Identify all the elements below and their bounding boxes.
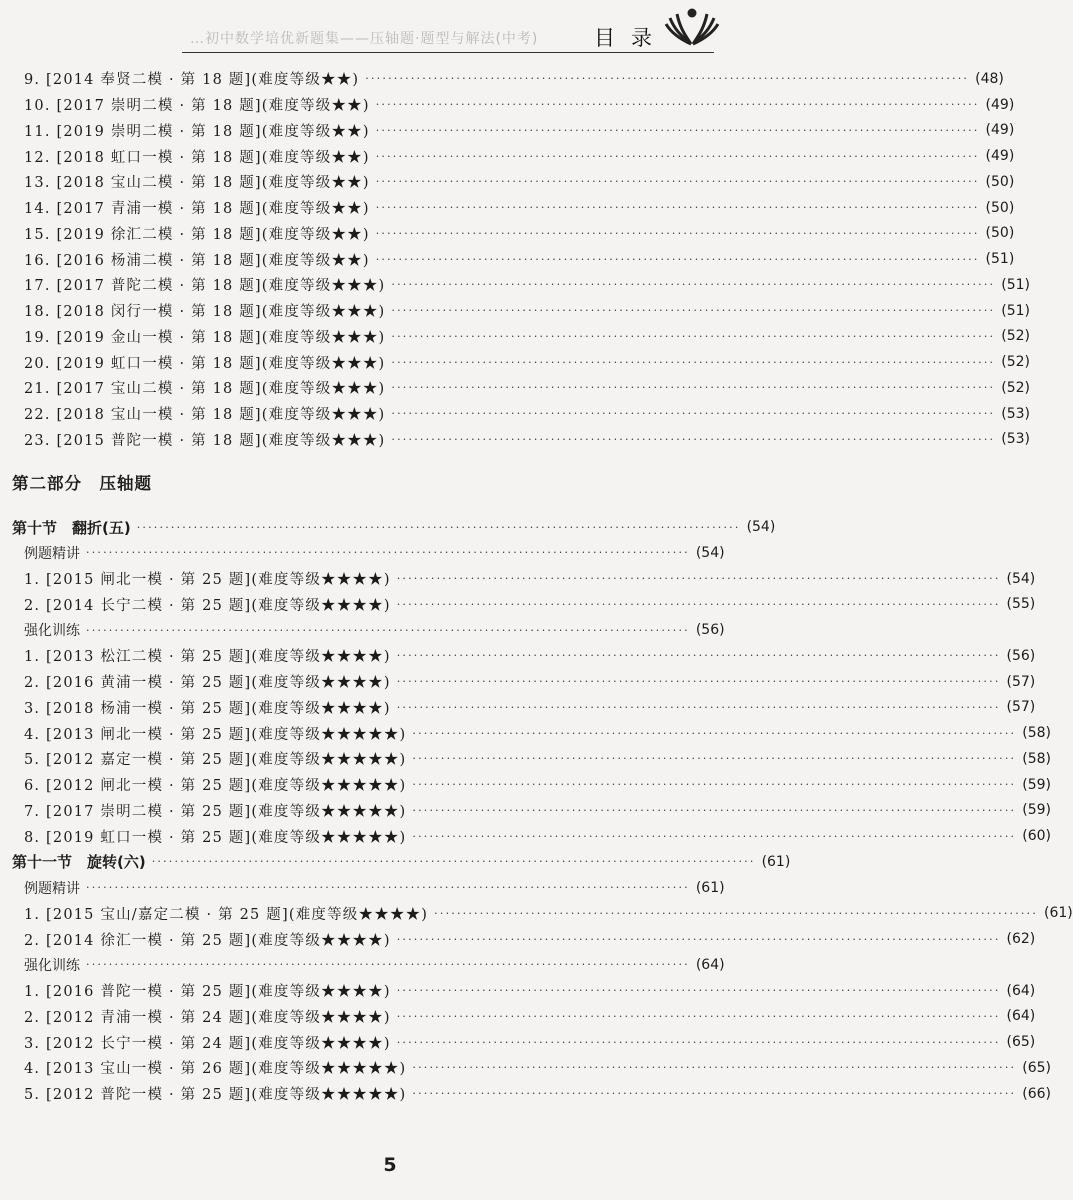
toc-entry-label: 2. [2016 黄浦一模 · 第 25 题](难度等级★★★★): [24, 675, 391, 692]
toc-entry-page: (51): [1001, 302, 1030, 319]
toc-entry-page: (64): [695, 956, 725, 973]
toc-entry-label: 1. [2015 宝山/嘉定二模 · 第 25 题](难度等级★★★★): [24, 906, 429, 923]
toc-entry: [12, 195, 1015, 221]
dot-leader: ··········································································································: [391, 329, 996, 343]
section-11: [12, 849, 1073, 1107]
toc-entry: [12, 246, 1015, 272]
toc-entry: [12, 746, 1051, 772]
toc-entry-label: 19. [2019 金山一模 · 第 18 题](难度等级★★★): [24, 329, 386, 346]
toc-entry-page: (56): [695, 622, 725, 639]
dot-leader: ··········································································································: [151, 855, 756, 869]
dot-leader: ··········································································································: [396, 649, 1001, 663]
toc-entry-page: (53): [1001, 431, 1030, 448]
dot-leader: ··········································································································: [391, 278, 996, 292]
toc-entry-label: 7. [2017 崇明二模 · 第 25 题](难度等级★★★★★): [24, 803, 407, 820]
dot-leader: ··········································································································: [375, 98, 980, 112]
toc-entry-label: 2. [2014 长宁二模 · 第 25 题](难度等级★★★★): [24, 597, 391, 614]
header-rule: [182, 52, 714, 53]
toc-entry-page: (57): [1006, 673, 1036, 690]
dot-leader: ··········································································································: [434, 906, 1039, 920]
toc-entry-label: 15. [2019 徐汇二模 · 第 18 题](难度等级★★): [24, 226, 370, 243]
dot-leader: ··········································································································: [391, 432, 996, 446]
toc-entry: [12, 617, 725, 643]
toc-entry: [12, 849, 791, 875]
toc-entry: [12, 669, 1036, 695]
dot-leader: ··········································································································: [412, 803, 1017, 817]
part-title: 第二部分 压轴题: [12, 474, 152, 494]
toc-entry-page: (61): [1044, 905, 1073, 922]
table-of-contents: [12, 66, 1073, 1107]
toc-entry-page: (64): [1006, 1008, 1036, 1025]
toc-entry-page: (54): [746, 519, 776, 536]
dot-leader: ··········································································································: [365, 72, 970, 86]
dot-leader: ··········································································································: [396, 675, 1001, 689]
toc-entry-label: 1. [2015 闸北一模 · 第 25 题](难度等级★★★★): [24, 572, 391, 589]
toc-entry-label: 第十节 翻折(五): [12, 518, 131, 537]
toc-entry-label: 第十一节 旋转(六): [12, 853, 146, 872]
toc-entry: [12, 926, 1036, 952]
toc-entry-label: 11. [2019 崇明二模 · 第 18 题](难度等级★★): [24, 123, 370, 140]
dot-leader: ··········································································································: [396, 932, 1001, 946]
toc-entry-label: 10. [2017 崇明二模 · 第 18 题](难度等级★★): [24, 98, 370, 115]
toc-entry-page: (54): [1006, 570, 1036, 587]
toc-entry-page: (49): [985, 96, 1015, 113]
dot-leader: ··········································································································: [136, 520, 741, 534]
toc-entry-label: 23. [2015 普陀一模 · 第 18 题](难度等级★★★): [24, 432, 386, 449]
toc-entry-page: (66): [1022, 1085, 1051, 1102]
toc-entry-page: (54): [695, 544, 725, 561]
dot-leader: ··········································································································: [86, 881, 690, 895]
part-spacer: [12, 500, 707, 514]
toc-entry: [12, 540, 725, 566]
toc-entry-label: 强化训练: [24, 957, 80, 974]
toc-entry-label: 5. [2012 普陀一模 · 第 25 题](难度等级★★★★★): [24, 1087, 407, 1104]
dot-leader: ··········································································································: [396, 1009, 1001, 1023]
dot-leader: ··········································································································: [396, 1035, 1001, 1049]
toc-entry-label: 12. [2018 虹口一模 · 第 18 题](难度等级★★): [24, 149, 370, 166]
dot-leader: ··········································································································: [396, 597, 1001, 611]
dot-leader: ··········································································································: [375, 201, 980, 215]
toc-entry-label: 1. [2013 松江二模 · 第 25 题](难度等级★★★★): [24, 649, 391, 666]
dot-leader: ··········································································································: [86, 958, 690, 972]
toc-entry: [12, 66, 1004, 92]
toc-entry-page: (51): [1001, 276, 1030, 293]
dot-leader: ··········································································································: [396, 984, 1001, 998]
toc-entry: [12, 514, 776, 540]
dot-leader: ··········································································································: [396, 700, 1001, 714]
toc-entry-label: 例题精讲: [24, 880, 80, 897]
toc-entry-label: 3. [2018 杨浦一模 · 第 25 题](难度等级★★★★): [24, 700, 391, 717]
toc-entry-page: (58): [1022, 725, 1051, 742]
toc-entry-label: 4. [2013 闸北一模 · 第 25 题](难度等级★★★★★): [24, 726, 407, 743]
toc-entry-page: (48): [975, 70, 1004, 87]
toc-entry-label: 20. [2019 虹口一模 · 第 18 题](难度等级★★★): [24, 355, 386, 372]
toc-entry-label: 2. [2014 徐汇一模 · 第 25 题](难度等级★★★★): [24, 932, 391, 949]
toc-entry-page: (50): [985, 173, 1015, 190]
dot-leader: ··········································································································: [391, 355, 996, 369]
toc-entry-label: 18. [2018 闵行一模 · 第 18 题](难度等级★★★): [24, 304, 386, 321]
toc-entry: [12, 272, 1030, 298]
toc-entry-label: 17. [2017 普陀二模 · 第 18 题](难度等级★★★): [24, 278, 386, 295]
dot-leader: ··········································································································: [412, 829, 1017, 843]
toc-entry: [12, 823, 1051, 849]
toc-entry: [12, 798, 1051, 824]
header-title: 目录: [594, 26, 668, 50]
toc-entry: [12, 875, 725, 901]
toc-entry-page: (57): [1006, 699, 1036, 716]
toc-entry-label: 1. [2016 普陀一模 · 第 25 题](难度等级★★★★): [24, 984, 391, 1001]
toc-entry: [12, 298, 1030, 324]
toc-entry-page: (61): [761, 853, 791, 870]
dot-leader: ··········································································································: [375, 149, 980, 163]
toc-entry: [12, 401, 1030, 427]
header-series-title: …初中数学培优新题集——压轴题·题型与解法(中考): [190, 31, 539, 47]
toc-entry: [12, 720, 1051, 746]
toc-entry-page: (61): [695, 879, 725, 896]
toc-entry-page: (65): [1006, 1034, 1036, 1051]
toc-entry-label: 5. [2012 嘉定一模 · 第 25 题](难度等级★★★★★): [24, 752, 407, 769]
toc-entry-page: (65): [1022, 1059, 1051, 1076]
toc-entry-page: (52): [1001, 379, 1030, 396]
toc-entry-page: (58): [1022, 750, 1051, 767]
dot-leader: ··········································································································: [391, 407, 996, 421]
toc-entry-label: 6. [2012 闸北一模 · 第 25 题](难度等级★★★★★): [24, 778, 407, 795]
page-header: [0, 0, 780, 62]
toc-entry: [12, 349, 1030, 375]
toc-entry-label: 16. [2016 杨浦二模 · 第 18 题](难度等级★★): [24, 252, 370, 269]
toc-entry-label: 22. [2018 宝山一模 · 第 18 题](难度等级★★★): [24, 407, 386, 424]
toc-entry: [12, 772, 1051, 798]
dot-leader: ··········································································································: [391, 304, 996, 318]
dot-leader: ··········································································································: [396, 572, 1001, 586]
dot-leader: ··········································································································: [412, 726, 1017, 740]
toc-entry: [12, 375, 1030, 401]
toc-entry: [12, 643, 1036, 669]
toc-entry-page: (59): [1022, 802, 1051, 819]
toc-entry-page: (62): [1006, 931, 1036, 948]
dot-leader: ··········································································································: [86, 546, 690, 560]
toc-entry: [12, 1055, 1051, 1081]
toc-entry: [12, 952, 725, 978]
toc-entry: [12, 427, 1030, 453]
toc-entry-page: (53): [1001, 405, 1030, 422]
dot-leader: ··········································································································: [412, 752, 1017, 766]
toc-entry: [12, 221, 1015, 247]
toc-entry-label: 21. [2017 宝山二模 · 第 18 题](难度等级★★★): [24, 381, 386, 398]
dot-leader: ··········································································································: [391, 381, 996, 395]
dot-leader: ··········································································································: [375, 252, 980, 266]
toc-entry-label: 8. [2019 虹口一模 · 第 25 题](难度等级★★★★★): [24, 829, 407, 846]
dot-leader: ··········································································································: [86, 623, 690, 637]
toc-entry-page: (49): [985, 148, 1015, 165]
toc-entry-label: 强化训练: [24, 623, 80, 640]
toc-entry: [12, 592, 1036, 618]
toc-entry-page: (51): [985, 251, 1015, 268]
part1-entries: [12, 66, 1030, 452]
toc-entry-page: (50): [985, 199, 1015, 216]
toc-entry-page: (55): [1006, 596, 1036, 613]
toc-entry-label: 3. [2012 长宁一模 · 第 24 题](难度等级★★★★): [24, 1035, 391, 1052]
toc-entry: [12, 1004, 1036, 1030]
book-fan-logo-icon: [664, 4, 720, 48]
dot-leader: ··········································································································: [375, 123, 980, 137]
dot-leader: ··········································································································: [412, 1087, 1017, 1101]
toc-entry: [12, 978, 1036, 1004]
dot-leader: ··········································································································: [412, 1061, 1017, 1075]
page-number: 5: [383, 1154, 397, 1176]
toc-entry: [12, 566, 1036, 592]
toc-entry-page: (52): [1001, 354, 1030, 371]
toc-entry: [12, 143, 1015, 169]
toc-entry: [12, 92, 1015, 118]
toc-entry-label: 13. [2018 宝山二模 · 第 18 题](难度等级★★): [24, 175, 370, 192]
toc-entry-page: (64): [1006, 982, 1036, 999]
toc-entry: [12, 1029, 1036, 1055]
toc-entry-label: 14. [2017 青浦一模 · 第 18 题](难度等级★★): [24, 201, 370, 218]
section-10: [12, 514, 1051, 849]
toc-entry-page: (49): [985, 122, 1015, 139]
toc-entry-label: 4. [2013 宝山一模 · 第 26 题](难度等级★★★★★): [24, 1061, 407, 1078]
toc-entry: [12, 169, 1015, 195]
toc-entry: [12, 901, 1073, 927]
toc-entry-page: (60): [1022, 828, 1051, 845]
toc-entry-label: 例题精讲: [24, 545, 80, 562]
toc-entry-page: (56): [1006, 647, 1036, 664]
toc-entry-page: (52): [1001, 328, 1030, 345]
dot-leader: ··········································································································: [375, 175, 980, 189]
toc-entry-label: 2. [2012 青浦一模 · 第 24 题](难度等级★★★★): [24, 1009, 391, 1026]
toc-entry: [12, 324, 1030, 350]
toc-entry-label: 9. [2014 奉贤二模 · 第 18 题](难度等级★★): [24, 72, 360, 89]
toc-entry: [12, 1081, 1051, 1107]
toc-entry: [12, 695, 1036, 721]
toc-entry: [12, 118, 1015, 144]
dot-leader: ··········································································································: [375, 226, 980, 240]
toc-entry-page: (59): [1022, 776, 1051, 793]
dot-leader: ··········································································································: [412, 778, 1017, 792]
toc-entry-page: (50): [985, 225, 1015, 242]
